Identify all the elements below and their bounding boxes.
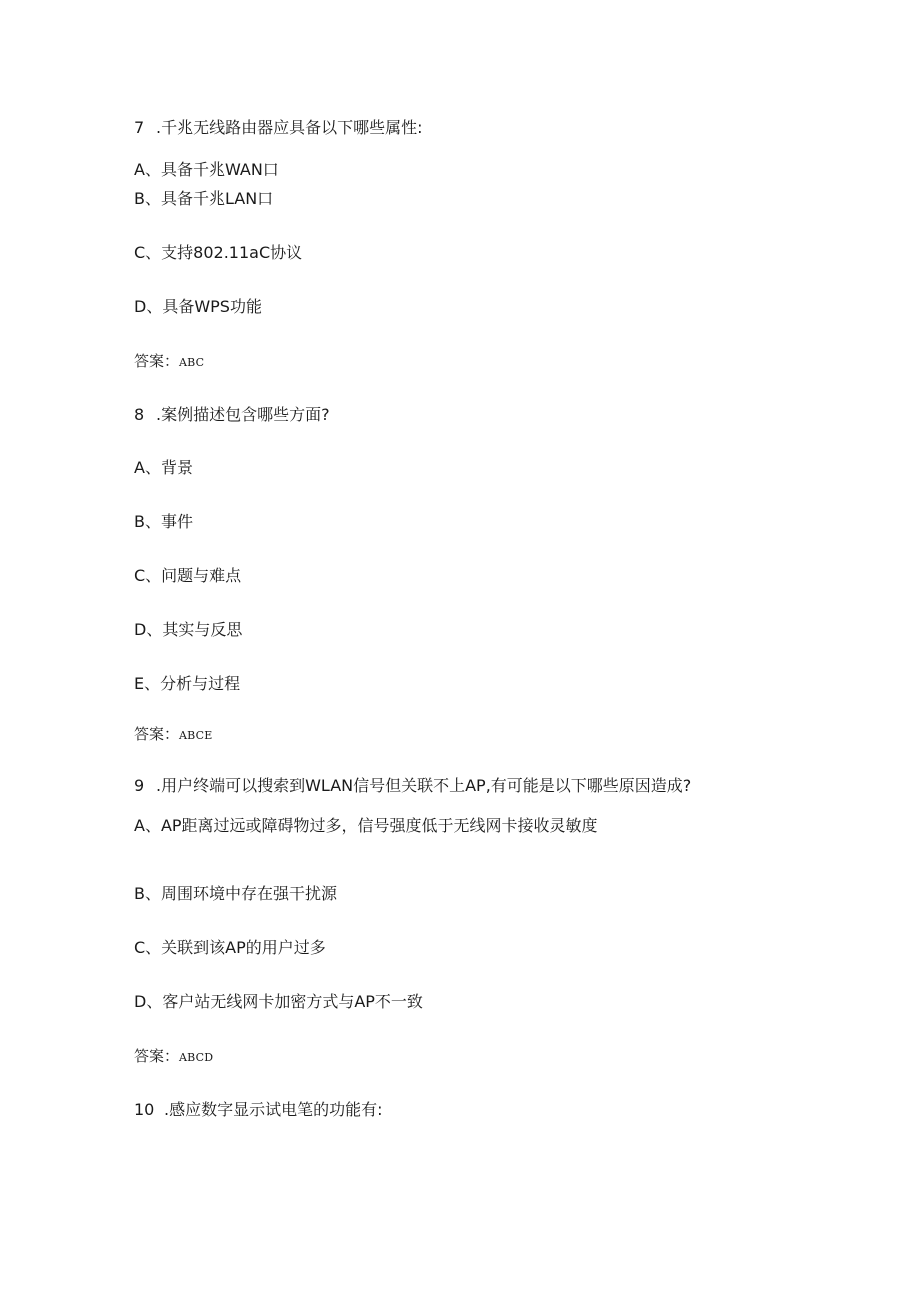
option-item: A、具备千兆WAN口 (134, 160, 279, 179)
answer-8 (134, 724, 213, 746)
question-text: .案例描述包含哪些方面? (156, 405, 330, 424)
option-item: B、事件 (134, 512, 193, 531)
answer-value: ABCE (179, 729, 213, 742)
answer-label: 答案： (134, 725, 180, 743)
option-item: D、具备WPS功能 (134, 297, 262, 316)
question-number: 9 (134, 776, 145, 795)
question-number: 8 (134, 405, 145, 424)
answer-value: ABC (179, 356, 205, 369)
question-7 (134, 118, 422, 138)
option-item: D、客户站无线网卡加密方式与AP不一致 (134, 992, 423, 1011)
question-9 (134, 776, 691, 796)
question-number: 7 (134, 118, 145, 137)
option-item: C、支持802.11aC协议 (134, 243, 303, 262)
answer-label: 答案： (134, 1047, 180, 1065)
answer-label: 答案： (134, 352, 180, 370)
option-item: C、问题与难点 (134, 566, 242, 585)
option-item: C、关联到该AP的用户过多 (134, 938, 326, 957)
question-10 (134, 1100, 382, 1120)
option-item: B、具备千兆LAN口 (134, 189, 274, 208)
option-item: A、背景 (134, 458, 193, 477)
question-number: 10 (134, 1100, 155, 1119)
question-8 (134, 405, 330, 425)
answer-7 (134, 351, 204, 373)
option-item: D、其实与反思 (134, 620, 243, 639)
option-item: E、分析与过程 (134, 674, 241, 693)
option-item: B、周围环境中存在强干扰源 (134, 884, 337, 903)
question-text: .千兆无线路由器应具备以下哪些属性: (156, 118, 423, 137)
option-item: A、AP距离过远或障碍物过多，信号强度低于无线网卡接收灵敏度 (134, 816, 598, 835)
answer-9 (134, 1046, 213, 1068)
question-text: .感应数字显示试电笔的功能有: (164, 1100, 383, 1119)
answer-value: ABCD (179, 1051, 214, 1064)
question-text: .用户终端可以搜索到WLAN信号但关联不上AP,有可能是以下哪些原因造成? (156, 776, 692, 795)
